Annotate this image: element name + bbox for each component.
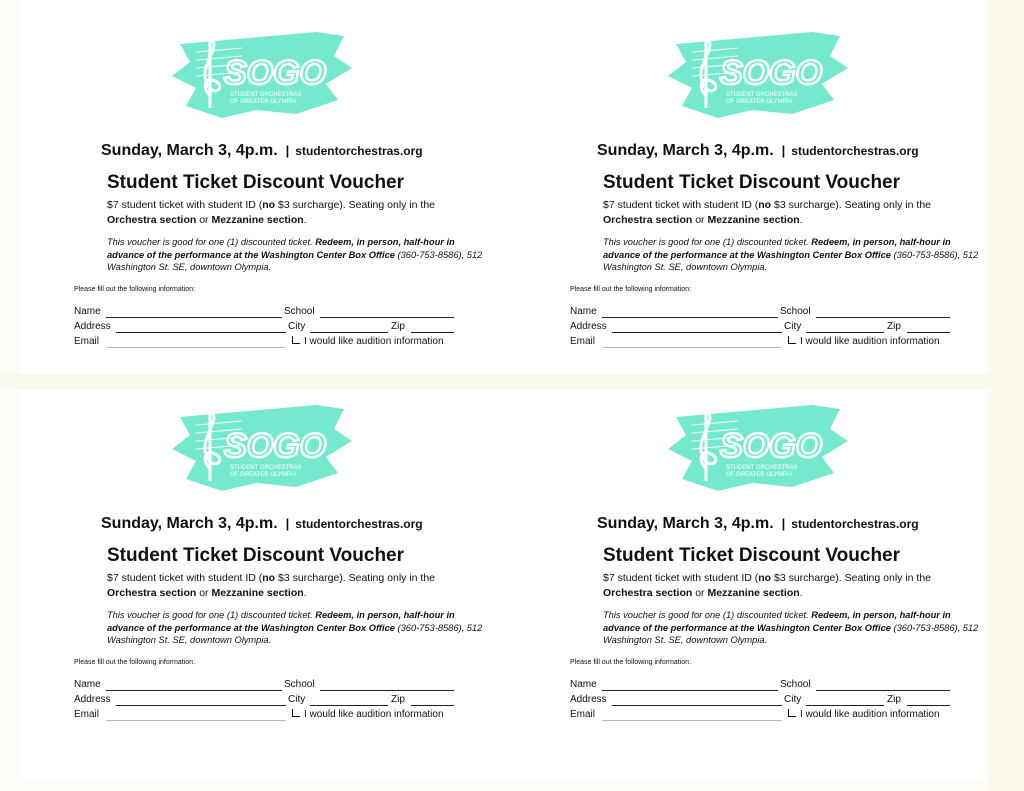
school-field[interactable] <box>320 690 454 691</box>
website-link[interactable]: studentorchestras.org <box>295 144 423 158</box>
audition-option[interactable] <box>788 709 940 720</box>
city-field[interactable] <box>310 332 388 333</box>
form-instructions: Please fill out the following information: <box>74 286 196 293</box>
name-field[interactable] <box>602 690 778 691</box>
sogo-logo <box>166 26 356 122</box>
email-field[interactable] <box>602 720 782 721</box>
zip-field[interactable] <box>411 705 454 706</box>
zip-field[interactable] <box>411 332 454 333</box>
redeem-note: This voucher is good for one (1) discounted ticket. Redeem, in person, half-hour in advance of the performance at the Washington Center Box Office (360-753-8586), 512 Washington St. SE, downtown Olympia. <box>107 610 483 645</box>
address-field[interactable] <box>116 332 286 333</box>
name-field[interactable] <box>602 317 778 318</box>
separator: | <box>781 516 786 531</box>
sogo-logo <box>662 399 852 495</box>
audition-option[interactable] <box>292 336 444 347</box>
sogo-logo <box>662 26 852 122</box>
city-field[interactable] <box>806 332 884 333</box>
zip-label: Zip <box>391 694 405 705</box>
audition-option[interactable] <box>788 336 940 347</box>
email-label: Email <box>570 709 596 720</box>
voucher-title: Student Ticket Discount Voucher <box>603 172 901 193</box>
voucher-top-right <box>570 12 979 372</box>
redeem-note: This voucher is good for one (1) discounted ticket. Redeem, in person, half-hour in advance of the performance at the Washington Center Box Office (360-753-8586), 512 Washington St. SE, downtown Olympia. <box>603 237 979 272</box>
voucher-title: Student Ticket Discount Voucher <box>107 545 405 566</box>
logo-tagline-1: STUDENT ORCHESTRAS <box>230 92 302 98</box>
email-field[interactable] <box>106 347 286 348</box>
voucher-description: $7 student ticket with student ID (no $3 surcharge). Seating only in the Orchestra section or Mezzanine section. <box>603 572 932 599</box>
name-label: Name <box>74 679 101 690</box>
audition-label: I would like audition information <box>304 709 444 720</box>
address-field[interactable] <box>612 705 782 706</box>
sogo-logo-art <box>662 26 852 122</box>
email-label: Email <box>74 336 100 347</box>
voucher-bottom-right <box>570 385 979 745</box>
event-date: Sunday, March 3, 4p.m. <box>101 142 278 159</box>
redeem-note: This voucher is good for one (1) discounted ticket. Redeem, in person, half-hour in advance of the performance at the Washington Center Box Office (360-753-8586), 512 Washington St. SE, downtown Olympia. <box>603 610 979 645</box>
voucher-description: $7 student ticket with student ID (no $3 surcharge). Seating only in the Orchestra section or Mezzanine section. <box>603 199 932 226</box>
school-field[interactable] <box>320 317 454 318</box>
city-field[interactable] <box>806 705 884 706</box>
school-label: School <box>284 306 315 317</box>
form-instructions: Please fill out the following information: <box>570 286 692 293</box>
school-label: School <box>780 306 811 317</box>
address-label: Address <box>570 321 607 332</box>
city-label: City <box>784 694 802 705</box>
city-field[interactable] <box>310 705 388 706</box>
address-label: Address <box>570 694 607 705</box>
logo-tagline-2: OF GREATER OLYMPIA <box>726 472 793 478</box>
separator: | <box>781 143 786 158</box>
voucher-description: $7 student ticket with student ID (no $3 surcharge). Seating only in the Orchestra section or Mezzanine section. <box>107 199 436 226</box>
logo-wordmark: SOGO <box>224 427 327 465</box>
event-line <box>597 515 919 533</box>
name-label: Name <box>74 306 101 317</box>
zip-field[interactable] <box>907 332 950 333</box>
form-instructions: Please fill out the following information: <box>74 659 196 666</box>
voucher-top-left <box>74 12 483 372</box>
event-date: Sunday, March 3, 4p.m. <box>597 142 774 159</box>
logo-tagline-2: OF GREATER OLYMPIA <box>726 99 793 105</box>
email-field[interactable] <box>602 347 782 348</box>
audition-checkbox[interactable] <box>292 709 300 717</box>
zip-label: Zip <box>391 321 405 332</box>
website-link[interactable]: studentorchestras.org <box>791 144 919 158</box>
logo-tagline-1: STUDENT ORCHESTRAS <box>726 92 798 98</box>
event-line <box>101 515 423 533</box>
zip-label: Zip <box>887 321 901 332</box>
audition-checkbox[interactable] <box>292 336 300 344</box>
sogo-logo-art <box>166 399 356 495</box>
logo-tagline-1: STUDENT ORCHESTRAS <box>726 465 798 471</box>
redeem-note: This voucher is good for one (1) discounted ticket. Redeem, in person, half-hour in advance of the performance at the Washington Center Box Office (360-753-8586), 512 Washington St. SE, downtown Olympia. <box>107 237 483 272</box>
voucher-bottom-left <box>74 385 483 745</box>
audition-checkbox[interactable] <box>788 336 796 344</box>
separator: | <box>285 516 290 531</box>
city-label: City <box>288 694 306 705</box>
form-instructions: Please fill out the following information: <box>570 659 692 666</box>
voucher-title: Student Ticket Discount Voucher <box>603 545 901 566</box>
city-label: City <box>784 321 802 332</box>
website-link[interactable]: studentorchestras.org <box>295 517 423 531</box>
logo-wordmark: SOGO <box>720 427 823 465</box>
name-label: Name <box>570 679 597 690</box>
logo-tagline-1: STUDENT ORCHESTRAS <box>230 465 302 471</box>
website-link[interactable]: studentorchestras.org <box>791 517 919 531</box>
sogo-logo-art <box>662 399 852 495</box>
email-field[interactable] <box>106 720 286 721</box>
audition-label: I would like audition information <box>800 709 940 720</box>
zip-field[interactable] <box>907 705 950 706</box>
address-label: Address <box>74 694 111 705</box>
event-date: Sunday, March 3, 4p.m. <box>597 515 774 532</box>
name-field[interactable] <box>106 317 282 318</box>
event-line <box>597 142 919 160</box>
voucher-title: Student Ticket Discount Voucher <box>107 172 405 193</box>
school-label: School <box>284 679 315 690</box>
address-label: Address <box>74 321 111 332</box>
zip-label: Zip <box>887 694 901 705</box>
event-line <box>101 142 423 160</box>
logo-wordmark: SOGO <box>720 54 823 92</box>
sogo-logo <box>166 399 356 495</box>
email-label: Email <box>74 709 100 720</box>
voucher-description: $7 student ticket with student ID (no $3 surcharge). Seating only in the Orchestra section or Mezzanine section. <box>107 572 436 599</box>
event-date: Sunday, March 3, 4p.m. <box>101 515 278 532</box>
audition-checkbox[interactable] <box>788 709 796 717</box>
sheet-margin <box>988 0 1024 791</box>
address-field[interactable] <box>612 332 782 333</box>
audition-option[interactable] <box>292 709 444 720</box>
email-label: Email <box>570 336 596 347</box>
city-label: City <box>288 321 306 332</box>
name-field[interactable] <box>106 690 282 691</box>
address-field[interactable] <box>116 705 286 706</box>
logo-tagline-2: OF GREATER OLYMPIA <box>230 99 297 105</box>
sogo-logo-art <box>166 26 356 122</box>
separator: | <box>285 143 290 158</box>
audition-label: I would like audition information <box>304 336 444 347</box>
school-label: School <box>780 679 811 690</box>
audition-label: I would like audition information <box>800 336 940 347</box>
name-label: Name <box>570 306 597 317</box>
school-field[interactable] <box>816 690 950 691</box>
logo-tagline-2: OF GREATER OLYMPIA <box>230 472 297 478</box>
logo-wordmark: SOGO <box>224 54 327 92</box>
school-field[interactable] <box>816 317 950 318</box>
